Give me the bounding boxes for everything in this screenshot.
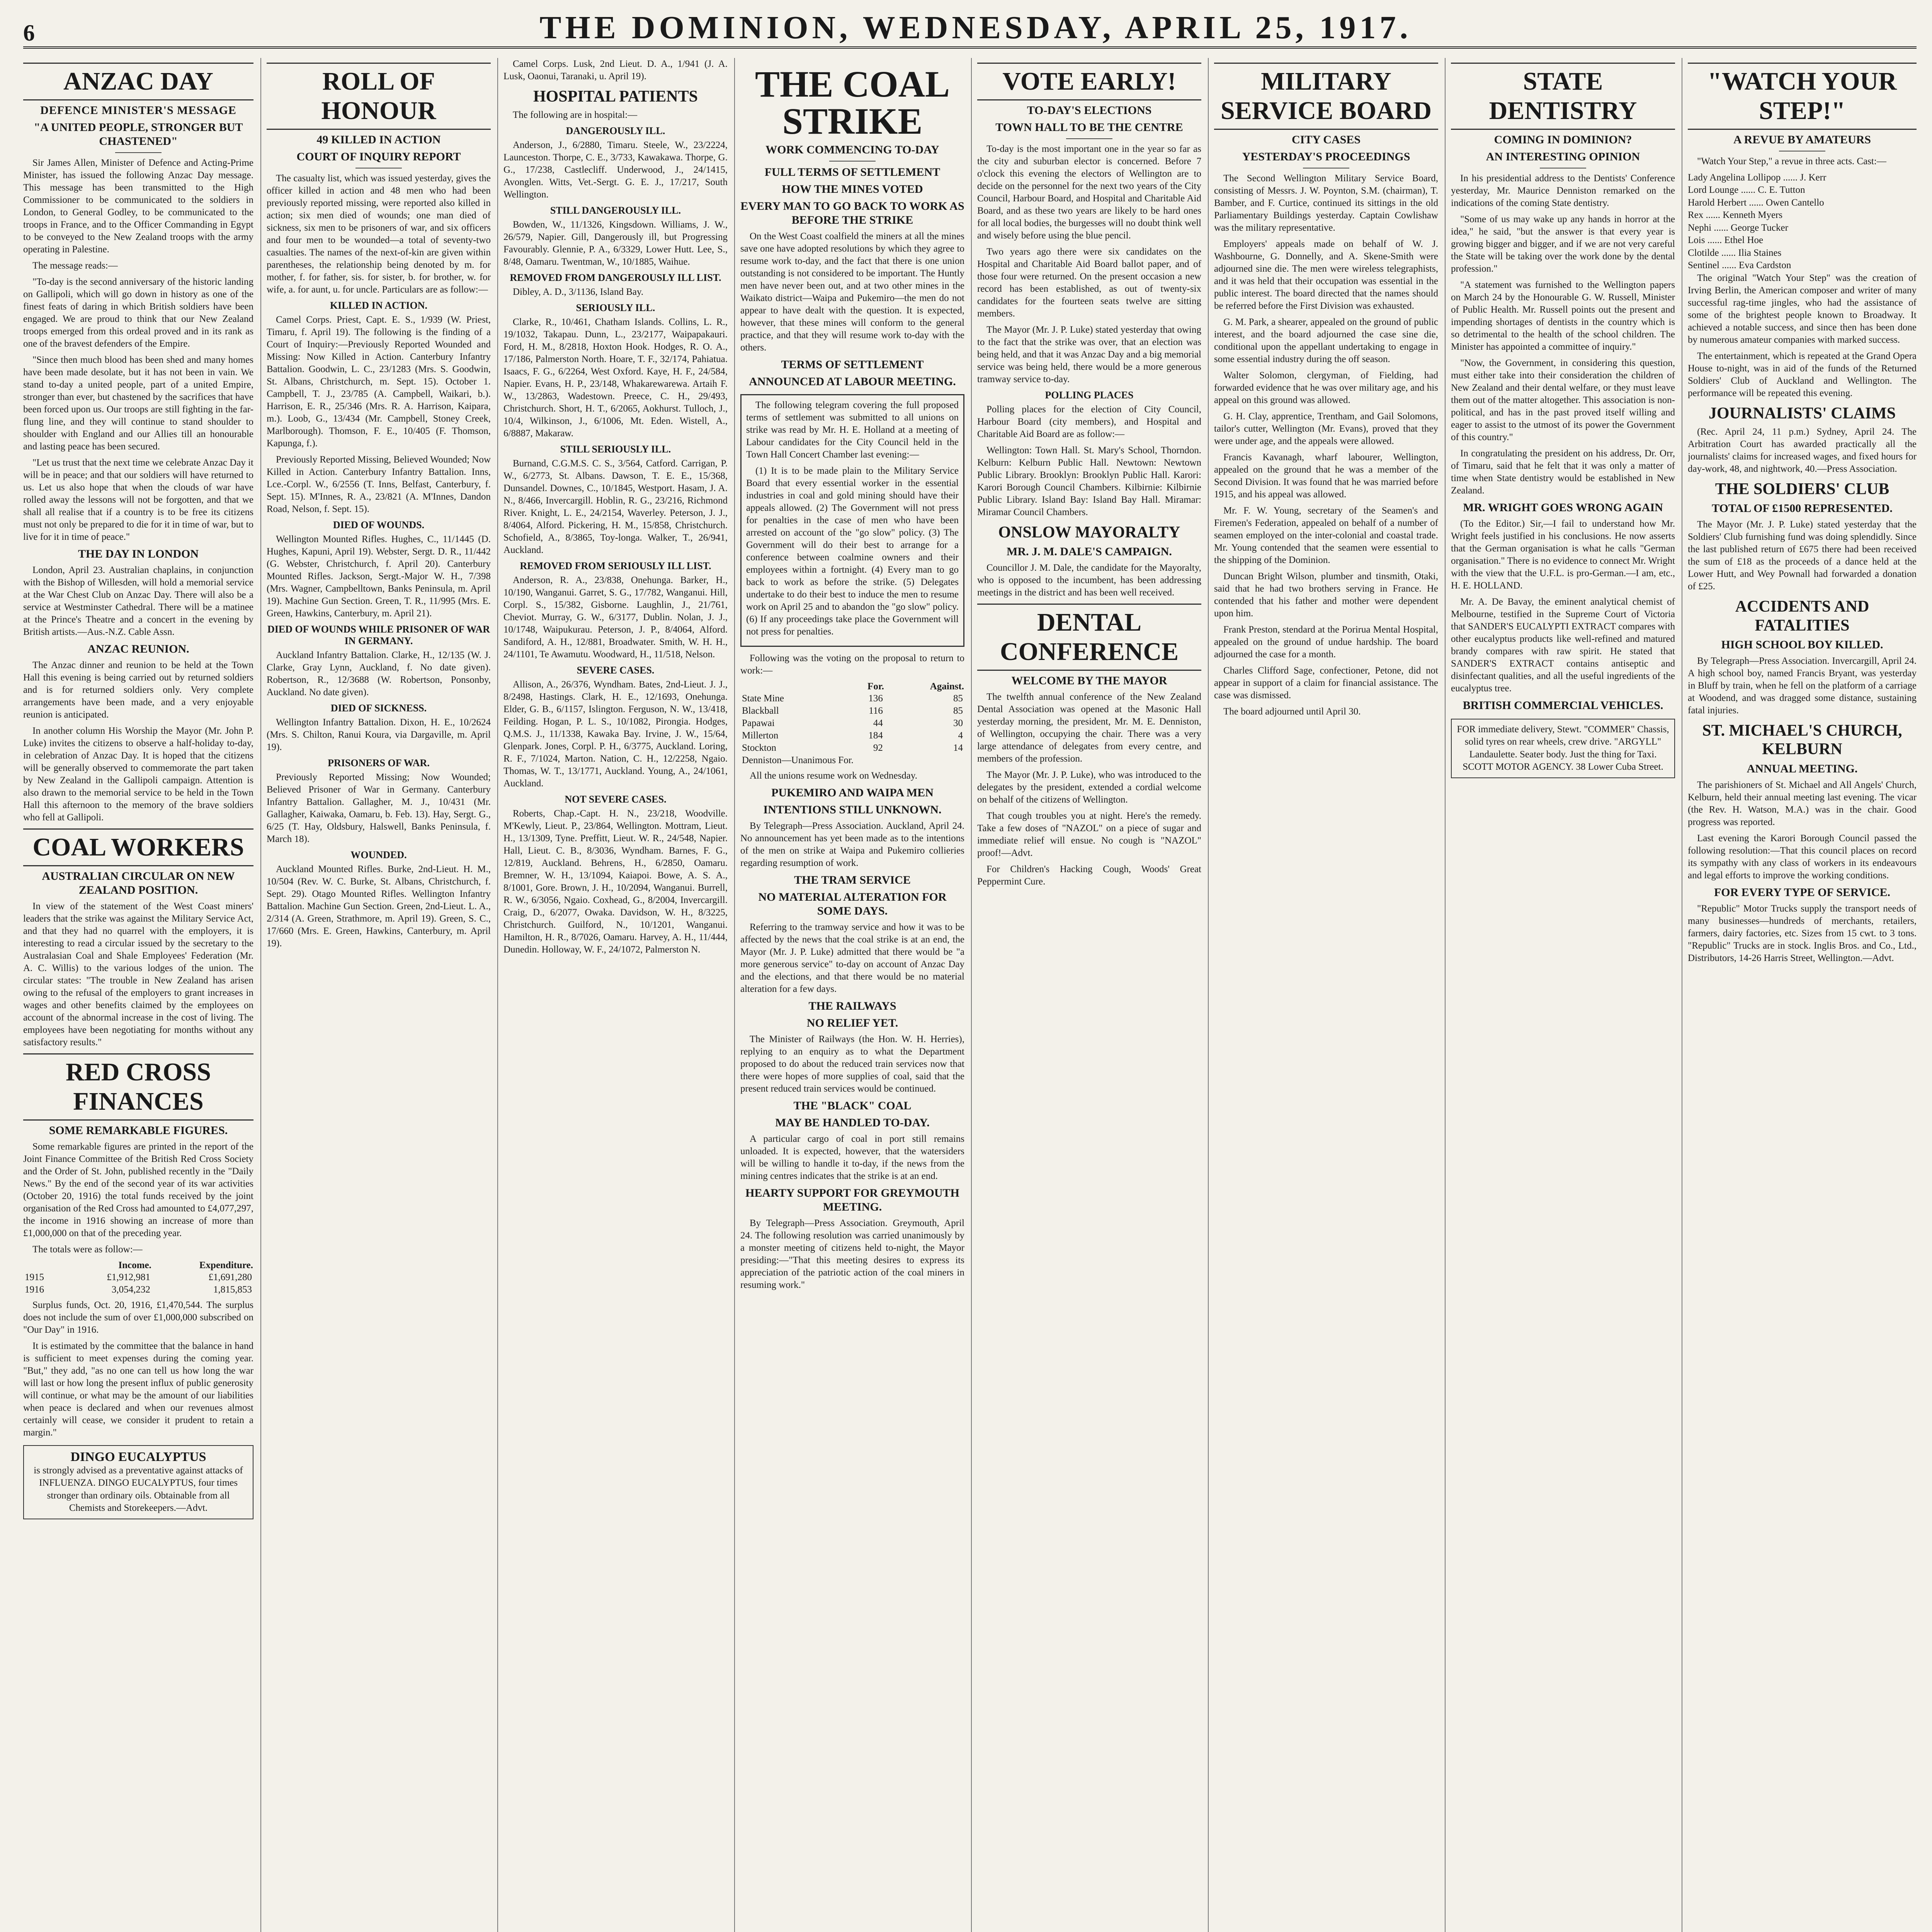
column-military-board (1214, 58, 1438, 1932)
column-rule (1208, 58, 1209, 1932)
table-header: Against. (930, 681, 964, 692)
table-cell: £1,912,981 (107, 1272, 150, 1282)
subhead: NO RELIEF YET. (806, 1017, 898, 1029)
settlement-terms-box (740, 394, 964, 647)
subhead: WELCOME BY THE MAYOR (1011, 674, 1167, 687)
article-paragraph: The Second Wellington Military Service Board, consisting of Messrs. J. W. Poynton, S.M. (chairman), T. Bamber, and F. Curtice, continued its sittings in the old Parliamentary Buildings yesterday. Captain Cowlishaw was the military representative. (1214, 173, 1438, 233)
subhead: MR. J. M. DALE'S CAMPAIGN. (1007, 545, 1172, 558)
table-header: For. (867, 681, 884, 692)
article-paragraph: The Mayor (Mr. J. P. Luke) stated yesterday that owing to the fact that the strike was over, that an election was being held, and that it was Anzac Day and a big memorial service was being held, there would be a more generous tramway service to-day. (977, 324, 1201, 384)
patient-list: Burnand, C.G.M.S. C. S., 3/564, Catford. Carrigan, P. W., 6/2773, St. Albans. Dawson, T. E. E., 15/368, Dunsandel. Downes, C., 10/1845, Westport. Hasam, J. A. N., 8/466, Invercargill. Hoblin, R. G., 23/216, Richmond River. Knight, L. E., 24/2154, Waverley. Peterson, J. J., 8/4064, Alford. Pickering, H. M., 15/858, Christchurch. Schofield, A., 8/3865, Toy-longa. Walker, T., 26/941, Auckland. (503, 458, 728, 556)
column-anzac (23, 58, 253, 1932)
article-paragraph: By Telegraph—Press Association. Auckland, April 24. No announcement has yet been made as to the intentions of the men on strike at Waipa and Pukemiro collieries regarding resumption of work. (740, 821, 964, 868)
subhead: PUKEMIRO AND WAIPA MEN (771, 786, 934, 799)
table-cell: £1,691,280 (208, 1272, 252, 1282)
table-row (23, 1284, 253, 1296)
table-cell: 85 (953, 693, 963, 704)
headline-hospital-patients: HOSPITAL PATIENTS (533, 88, 698, 105)
column-hospital (503, 58, 728, 1932)
subhead: MAY BE HANDLED TO-DAY. (775, 1116, 930, 1129)
headline-red-cross: RED CROSS FINANCES (23, 1053, 253, 1121)
patient-list: Bowden, W., 11/1326, Kingsdown. Williams, J. W., 26/579, Napier. Gill, Dangerously ill, but Progressing Favourably. Glennie, P. A., 6/3329, Lower Hutt. Lee, S., 8/48, Oamaru. Twentman, W., 10/1885, Waihue. (503, 219, 728, 267)
article-paragraph: The Minister of Railways (the Hon. W. H. Herries), replying to an enquiry as to what the Department proposed to do about the reduced train services now that there were hopes of more supplies of coal, said that the present reduced train services would be continued. (740, 1034, 964, 1094)
article-paragraph: "Now, the Government, in considering this question, must either take into their consideration the children of New Zealand and their dental welfare, or they must leave them out of the matter altogether. This association is non-political, and has in the past proved itself willing and eager to assist to the utmost of its power the Government of this country." (1451, 357, 1675, 442)
table-cell: 14 (953, 743, 963, 753)
article-paragraph: The Mayor (Mr. J. P. Luke) stated yesterday that the Soldiers' Club furnishing fund was doing splendidly. Since the last published return of £675 there had been received the sum of £18 as the proceeds of a dance held at the Lower Hutt, and Wey Pownall had forwarded a donation of £25. (1688, 519, 1917, 592)
article-paragraph: The totals were as follow:— (32, 1244, 143, 1255)
headline-st-michaels: ST. MICHAEL'S CHURCH, KELBURN (1702, 721, 1902, 759)
article-paragraph: In congratulating the president on his address, Dr. Orr, of Timaru, said that he felt that it was only a matter of time when State dentistry would be established in New Zealand. (1451, 448, 1675, 496)
subhead: MR. WRIGHT GOES WRONG AGAIN (1463, 501, 1663, 514)
ad-text: is strongly advised as a preventative against attacks of INFLUENZA. DINGO EUCALYPTUS, four times stronger than ordinary oils. Obtainable from all Chemists and Storekeepers.—Advt. (34, 1465, 243, 1514)
subhead: YESTERDAY'S PROCEEDINGS (1242, 150, 1410, 163)
headline-military-service-board: MILITARY SERVICE BOARD (1214, 63, 1438, 130)
table-row (740, 705, 964, 717)
headline-vote-early: VOTE EARLY! (977, 63, 1201, 100)
article-paragraph: The board adjourned until April 30. (1223, 706, 1361, 717)
mine-vote-table (740, 681, 964, 767)
ad-title: DINGO EUCALYPTUS (70, 1449, 206, 1464)
table-header: Expenditure. (199, 1260, 253, 1270)
ad-text: FOR immediate delivery, Stewt. "COMMER" Chassis, solid tyres on rear wheels, crew drive. "ARGYLL" Landaulette. Seater body. Just the thing for Taxi. SCOTT MOTOR AGENCY. 38 Lower Cuba Street. (1457, 724, 1669, 772)
table-cell: 4 (958, 730, 963, 741)
subhead: 49 KILLED IN ACTION (316, 133, 441, 146)
article-paragraph: Referring to the tramway service and how it was to be affected by the news that the coal strike is at an end, the Mayor (Mr. J. P. Luke) admitted that there would be "a more generous service" to-day on account of Anzac Day and the elections, and that there would be no material alteration for a few days. (740, 922, 964, 994)
polling-places-list: Wellington: Town Hall. St. Mary's School, Thorndon. Kelburn: Kelburn Public Hall. Newtown: Newtown Public Library. Brooklyn: Brooklyn Public Hall. Karori: Karori Borough Council Chambers. Kilbirnie: Kilbirnie Public Library. Island Bay: Island Bay Hall. Miramar: Miramar Council Chambers. (977, 445, 1201, 517)
advertisement-woods: For Children's Hacking Cough, Woods' Great Peppermint Cure. (977, 864, 1201, 887)
headline-accidents: ACCIDENTS AND FATALITIES (1735, 598, 1869, 634)
cast-line: Harold Herbert ...... Owen Cantello (1688, 197, 1824, 208)
article-paragraph: Last evening the Karori Borough Council passed the following resolution:—That this council places on record its sympathy with any class of workers in its endeavours and legal efforts to improve the working conditions. (1688, 833, 1917, 881)
table-cell: State Mine (742, 693, 784, 704)
subhead: TERMS OF SETTLEMENT (781, 358, 924, 371)
casualty-list: Camel Corps. Lusk, 2nd Lieut. D. A., 1/941 (J. A. Lusk, Oaonui, Taranaki, u. April 19). (503, 59, 728, 82)
article-paragraph: Councillor J. M. Dale, the candidate for the Mayoralty, who is opposed to the incumbent, has been addressing meetings in the district and has been well received. (977, 563, 1201, 598)
columns (23, 58, 1917, 1932)
article-paragraph: Mr. F. W. Young, secretary of the Seamen's and Firemen's Federation, appealed on behalf of a number of seamen employed on the inter-colonial and coastal trade. Mr. Young contended that the seamen were essential to the shipping of the Dominion. (1214, 505, 1438, 565)
table-cell: 1915 (25, 1272, 44, 1282)
table-header (740, 681, 844, 692)
headline-coal-strike: THE COAL STRIKE (755, 63, 950, 142)
article-paragraph: By Telegraph—Press Association. Greymouth, April 24. The following resolution was carried unanimously by a monster meeting of citizens held to-night, the Mayor presiding:—"That this meeting desires to express its appreciation of the patriotic action of the coal miners in resuming work." (740, 1218, 964, 1290)
patient-list: Dibley, A. D., 3/1136, Island Bay. (513, 287, 644, 298)
masthead (23, 12, 1917, 49)
subhead: CITY CASES (1291, 133, 1361, 146)
section-label: REMOVED FROM DANGEROUSLY ILL LIST. (510, 272, 721, 284)
letter-to-editor: (To the Editor.) Sir,—I fail to understand how Mr. Wright feels justified in his conclusions. He now asserts that the German organisation is what he calls "German organisation." There is no evidence to connect Mr. Wright with the view that the U.F.L. is pro-German.—I am, etc., H. E. HOLLAND. (1451, 518, 1675, 591)
casualty-list: Previously Reported Missing; Now Wounded; Believed Prisoner of War in Germany. Canterbury Infantry Battalion. Gallagher, M. J., 10/431 (Mr. Gallagher, Kaiwaka, Oamaru, b. Feb. 13). Hay, Sergt. G., 6/25 (T. Hay, Oldsbury, Halswell, Banks Peninsula, f. March 18). (267, 772, 491, 844)
article-paragraph: Surplus funds, Oct. 20, 1916, £1,470,544. The surplus does not include the sum of over £1,000,000 subscribed on "Our Day" in 1916. (23, 1299, 253, 1335)
subhead: FOR EVERY TYPE OF SERVICE. (1714, 886, 1890, 899)
subhead: ANNUAL MEETING. (1747, 762, 1858, 775)
terms-list: (1) It is to be made plain to the Military Service Board that every essential worker in the essential industries in coal and gold mining should have their appeals allowed. (2) The Government will not press for penalties in the case of men who have been arrested on account of the "go slow" policy. (3) The Government will do their best to arrange for a conference between coalmine owners and their employees within a fortnight. (4) Every man to go back to work as before the strike. (5) Delegates undertake to do their best to induce the men to resume work on April 25 and to abandon the "go slow" policy. (6) If any proceedings take place the Government will not press for penalties. (746, 466, 959, 637)
table-header: Income. (118, 1260, 151, 1270)
article-paragraph: "Some of us may wake up any hands in horror at the idea," he said, "but the answer is that every year is growing bigger and bigger, and if we are not very careful the State will be taking over the work done by the dental profession." (1451, 214, 1675, 274)
section-label: DANGEROUSLY ILL. (566, 125, 665, 137)
article-paragraph: A particular cargo of coal in port still remains unloaded. It is expected, however, that the watersiders will be willing to handle it to-day, if the news from the mining centres indicates that the strike is at an end. (740, 1134, 964, 1181)
table-row (740, 692, 964, 705)
patient-list: Anderson, R. A., 23/838, Onehunga. Barker, H., 10/190, Wanganui. Garret, S. G., 17/782, Wanganui. Hill, Corpl. S., 15/382, Gisborne. Laughlin, J., 21/761, Cheviot. Murray, G. W., 6/3177, Dublin. Nolan, J. J., 10/1748, Waipukurau. Peterson, J. P., 8/4064, Alford. Sandiford, A. H., 12/881, Broadwater. Smith, W. H. H., 24/1101, Te Awamutu. Woodward, H., 11/518, Nelson. (503, 575, 728, 660)
table-cell: 44 (873, 718, 883, 728)
newspaper-title: THE DOMINION, WEDNESDAY, APRIL 25, 1917. (539, 10, 1412, 46)
cast-line: Lady Angelina Lollipop ...... J. Kerr (1688, 172, 1827, 183)
subhead: AUSTRALIAN CIRCULAR ON NEW ZEALAND POSITION. (42, 869, 235, 896)
table-cell: 184 (868, 730, 883, 741)
headline-coal-workers: COAL WORKERS (23, 828, 253, 866)
section-label: PRISONERS OF WAR. (328, 757, 430, 769)
subhead: ANNOUNCED AT LABOUR MEETING. (749, 375, 956, 388)
headline-onslow: ONSLOW MAYORALTY (998, 523, 1180, 541)
column-roll-of-honour (267, 58, 491, 1932)
column-rule (497, 58, 498, 1932)
subhead: THE TRAM SERVICE (794, 874, 911, 886)
headline-soldiers-club: THE SOLDIERS' CLUB (1715, 480, 1889, 498)
article-paragraph: London, April 23. Australian chaplains, in conjunction with the Bishop of Willesden, will hold a memorial service at the War Chest Club on Anzac Day. There will also be a service at Westminster Cathedral. There will be a matinee at the Prince's Theatre and a concert in the evening by British artists.—Aus.-N.Z. Cable Assn. (23, 565, 253, 637)
article-paragraph: Two years ago there were six candidates on the Hospital and Charitable Aid Board ballot paper, and of those four were returned. On the present occasion a new record has been established, as out of twenty-six candidates for the fourteen seats twelve are sitting members. (977, 246, 1201, 319)
section-label: KILLED IN ACTION. (330, 299, 428, 311)
section-label: SERIOUSLY ILL. (576, 302, 655, 314)
subhead: COURT OF INQUIRY REPORT (296, 150, 461, 163)
casualty-list: Camel Corps. Priest, Capt. E. S., 1/939 (W. Priest, Timaru, f. April 19). The following is the finding of a Court of Inquiry:—Previously Reported Wounded and Missing: Now Killed in Action. Canterbury Infantry Battalion. Goodwin, L. C., 23/1283 (Mrs. S. Goodwin, St. Albans, Christchurch, m. Sept. 15). October 1. Campbell, T. J., 23/785 (A. Campbell, Waikari, b.). Harrison, E. R., 25/346 (Mrs. R. A. Harrison, Kaipara, m.). Loob, G., 13/434 (Mr. Campbell, Stoney Creek, Marlborough). Thomson, F. E., 10/405 (F. Thomson, Kapunga, f.). (267, 314, 491, 449)
headline-journalists-claims: JOURNALISTS' CLAIMS (1708, 404, 1896, 422)
article-paragraph: On the West Coast coalfield the miners at all the mines save one have adopted resolutions by which they agree to resume work to-day, and the fact that there is one union outstanding is not considered to be important. The Huntly men have never been out, and at two other mines in the Waikato district—Waipa and Pukemiro—the men do not appear to have dealt with the question. It is expected, however, that these mines will conform to the general practice, and that they will resume work to-day with the others. (740, 231, 964, 353)
advertisement-sanders: Mr. A. De Bavay, the eminent analytical chemist of Melbourne, testified in the Supreme Court of Victoria that SANDER'S EUCALYPTI EXTRACT compares with other eucalyptus products like well-refined and matured brandy compares with raw spirit. He stated that SANDER'S EXTRACT contains antiseptic and disinfectant qualities, and all the useful ingredients of the eucalyptus tree. (1451, 596, 1675, 694)
table-cell: 92 (873, 743, 883, 753)
table-cell: Blackball (742, 706, 779, 716)
casualty-list: Auckland Mounted Rifles. Burke, 2nd-Lieut. H. M., 10/504 (Rev. W. C. Burke, St. Albans, Christchurch, f. Sept. 29). Otago Mounted Rifles. Wellington Infantry Battalion. Machine Gun Section. Green, 2nd-Lieut. L. A., 2/314 (A. Green, Strathmore, m. April 19). Green, S. C., 17/660 (Mrs. E. Green, Hawkins, Canterbury, m. April 19). (267, 864, 491, 949)
article-paragraph: All the unions resume work on Wednesday. (750, 770, 918, 781)
patient-list: Anderson, J., 6/2880, Timaru. Steele, W., 23/2224, Launceston. Thorpe, C. E., 3/733, Kawakawa. Thorpe, G. G., 17/238, Castlecliff. Underwood, J., 24/1415, Avonglen. Witts, Vet.-Sergt. G. E. J., 17/217, South Wellington. (503, 140, 728, 200)
column-state-dentistry (1451, 58, 1675, 1932)
article-paragraph: G. M. Park, a shearer, appealed on the ground of public interest, and the board adjourned the case sine die, conditional upon the appellant undertaking to engage in some essential industry during the off season. (1214, 316, 1438, 364)
article-paragraph: Polling places for the election of City Council, Harbour Board (city members), and Hospital and Charitable Aid Board are as follow:— (977, 404, 1201, 439)
headline-watch-your-step: "WATCH YOUR STEP!" (1688, 63, 1917, 130)
subhead: TOTAL OF £1500 REPRESENTED. (1712, 502, 1893, 515)
table-row (740, 717, 964, 730)
subhead: AN INTERESTING OPINION (1486, 150, 1640, 163)
section-label: DIED OF WOUNDS. (333, 519, 425, 531)
section-label: STILL SERIOUSLY ILL. (560, 444, 671, 455)
divider (115, 152, 162, 153)
article-paragraph: G. H. Clay, apprentice, Trentham, and Gail Solomons, tailor's cutter, Wellington (Mr. Evans), proved that they were under age, and the appeals were allowed. (1214, 411, 1438, 446)
article-paragraph: "Let us trust that the next time we celebrate Anzac Day it will be in peace; and that our soldiers will have returned to us. Let us also hope that when the clouds of war have rolled away the lessons will not be forgotten, and that we shall all realise that if a country is to be free its citizens must not only be prepared to die for it in time of war, but to live for it in time of peace." (23, 457, 253, 542)
cast-line: Rex ...... Kenneth Myers (1688, 210, 1783, 221)
subhead: WORK COMMENCING TO-DAY (765, 143, 939, 156)
article-paragraph: In another column His Worship the Mayor (Mr. John P. Luke) invites the citizens to observe a half-holiday to-day, in celebration of Anzac Day. It is hoped that the citizens will be generally observed to commemorate the part taken by New Zealand in the Gallipoli campaign. Attention is also drawn to the memorial service to be held in the Town Hall this afternoon to the memory of the brave soldiers who fell at Gallipoli. (23, 725, 253, 823)
divider (1066, 138, 1112, 139)
column-coal-strike (740, 58, 964, 1932)
subhead: THE DAY IN LONDON (78, 547, 199, 560)
subhead: A REVUE BY AMATEURS (1733, 133, 1871, 146)
table-header (23, 1260, 65, 1271)
page-number: 6 (23, 20, 35, 46)
table-cell: Millerton (742, 730, 779, 741)
article-paragraph: "To-day is the second anniversary of the historic landing on Gallipoli, which will go down in history as one of the finest feats of daring in which British soldiers have been engaged. We are proud to think that our New Zealand troops emerged from this ordeal proved and in its rank as one of the bravest defenders of the Empire. (23, 276, 253, 349)
article-paragraph: The following are in hospital:— (513, 110, 638, 121)
article-paragraph: In his presidential address to the Dentists' Conference yesterday, Mr. Maurice Denniston remarked on the indications of the coming State dentistry. (1451, 173, 1675, 208)
article-paragraph: "Watch Your Step," a revue in three acts. Cast:— (1697, 156, 1886, 167)
casualty-list: Wellington Mounted Rifles. Hughes, C., 11/1445 (D. Hughes, Kapuni, April 19). Webster, Sergt. D. R., 11/442 (G. Webster, Christchurch, f. April 20). Canterbury Mounted Rifles. Jackson, Sergt.-Major W. H., 7/398 (Mrs. Wagner, Campbelltown, Banks Peninsula, m. April 19). Machine Gun Section. Green, T. R., 11/995 (Mrs. E. Green, Hawkins, Canterbury, m. April 21). (267, 534, 491, 619)
article-paragraph: The twelfth annual conference of the New Zealand Dental Association was opened at the Masonic Hall yesterday morning, the president, Mr. M. E. Denniston, of Wellington, occupying the chair. There was a very large attendance of delegates from every centre, and members of the profession. (977, 691, 1201, 764)
cast-line: Lois ...... Ethel Hoe (1688, 235, 1764, 246)
column-elections (977, 58, 1201, 1932)
article-paragraph: To-day is the most important one in the year so far as the city and suburban elector is concerned. Before 7 o'clock this evening the electors of Wellington are to decide on the personnel for the next two years of the City Council, Harbour Board, and Hospital and Charitable Aid Board, and as these two years are likely to be hard ones for all local bodies, the burgesses will no doubt think well and wisely before using the blue pencil. (977, 143, 1201, 241)
subhead: DEFENCE MINISTER'S MESSAGE (40, 104, 236, 117)
table-cell: Denniston—Unanimous For. (742, 755, 854, 765)
table-cell: 30 (953, 718, 963, 728)
subhead: COMING IN DOMINION? (1494, 133, 1632, 146)
column-revue (1688, 58, 1917, 1932)
table-row (740, 730, 964, 742)
patient-list: Roberts, Chap.-Capt. H. N., 23/218, Woodville. M'Kewly, Lieut. P., 23/864, Wellington. Mottram, Lieut. H., 13/1309, Tyne. Preffitt, Lieut. W. R., 24/548, Napier. Hall, Lieut. C. B., 8/3036, Wyndham. Barnes, F. G., 12/819, Auckland. Behrens, H., 6/2850, Oamaru. Bremner, W. H., 13/1094, Kaiapoi. Bowe, A. S. A., 8/1001, Gore. Brown, J. H., 10/2094, Wanganui. Burrell, R. W., 6/3056, Ngaio. Coxhead, G., 8/2004, Invercargill. Craig, D., 6/2077, Owaka. Davidson, W. H., 8/3225, Christchurch. Guilford, N., 10/1201, Wanganui. Hamilton, H. R., 8/7026, Oamaru. Harvey, A. H., 11/444, Dunedin. Holloway, W. F., 24/1072, Palmerston N. (503, 808, 728, 955)
article-paragraph: Walter Solomon, clergyman, of Fielding, had forwarded evidence that he was over military age, and his appeal on this ground was allowed. (1214, 370, 1438, 405)
headline-roll-of-honour: ROLL OF HONOUR (267, 63, 491, 130)
table-cell: Stockton (742, 743, 776, 753)
headline-dental-conference: DENTAL CONFERENCE (977, 604, 1201, 671)
article-paragraph: The Anzac dinner and reunion to be held at the Town Hall this evening is being carried out by returned soldiers and is for returned soldiers only. Very complete arrangements have been made, and a very enjoyable reunion is anticipated. (23, 660, 253, 720)
subhead: HOW THE MINES VOTED (782, 183, 923, 196)
article-paragraph: The parishioners of St. Michael and All Angels' Church, Kelburn, held their annual meeting last evening. The vicar (the Rev. H. Watson, M.A.) was in the chair. Good progress was reported. (1688, 779, 1917, 827)
headline-state-dentistry: STATE DENTISTRY (1451, 63, 1675, 130)
section-label: REMOVED FROM SERIOUSLY ILL LIST. (520, 560, 711, 572)
divider (829, 161, 876, 162)
article-paragraph: The message reads:— (32, 260, 118, 271)
article-paragraph: The casualty list, which was issued yesterday, gives the officer killed in action and 48 men who had been previously reported missing, were reported also killed in action; six men died of wounds; one man died of sickness, six men to be prisoners of war, and six officers and four men to be wounded—a total of seventy-two casualties. The names of the next-of-kin are given within parentheses, the relationship being denoted by m. for mother, f. for father, sis. for sister, b. for brother, w. for wife, a. for aunt, u. for uncle. Particulars are as follow:— (267, 173, 491, 295)
cast-line: Sentinel ...... Eva Cardston (1688, 260, 1791, 271)
subhead: TOWN HALL TO BE THE CENTRE (995, 121, 1183, 134)
section-label: STILL DANGEROUSLY ILL. (550, 205, 681, 216)
section-label: WOUNDED. (350, 849, 407, 861)
cast-line: Nephi ...... George Tucker (1688, 222, 1788, 233)
table-cell: 116 (869, 706, 883, 716)
table-cell: 85 (953, 706, 963, 716)
article-paragraph: The original "Watch Your Step" was the creation of Irving Berlin, the American composer and writer of many successful rag-time jingles, who had the assistance of some of the brightest people known to Broadway. It achieved a notable success, and since then has been done by numerous amateur companies with marked success. (1688, 272, 1917, 345)
subhead: FULL TERMS OF SETTLEMENT (764, 166, 940, 179)
table-cell: Papawai (742, 718, 775, 728)
table-row (23, 1271, 253, 1284)
article-paragraph: The Mayor (Mr. J. P. Luke), who was introduced to the delegates by the president, extended a cordial welcome on behalf of the citizens of Wellington. (977, 769, 1201, 805)
subhead: NO MATERIAL ALTERATION FOR SOME DAYS. (758, 891, 947, 917)
table-cell: 3,054,232 (111, 1284, 150, 1295)
patient-list: Clarke, R., 10/461, Chatham Islands. Collins, L. R., 19/1032, Takapau. Dunn, L., 23/2177, Waipapakauri. Ford, H. M., 8/2818, Hoxton Hook. Hodges, R. O. A., 17/186, Palmerston North. Hoare, T. F., 32/174, Pahiatua. Isaacs, F. G., 6/2264, West Oxford. Kaye, H. F., 24/584, Napier. Evans, H. P., 23/148, Whakarewarewa. Artaih F. W., 13/2863, Wadestown. Preece, C. H., 29/493, Christchurch. Short, H. T., 6/2065, Aokhurst. Tulloch, J., 10/4, Wilkinson, J., 6/1006, Mt. Eden. Wistell, A., 6/8887, Makaraw. (503, 317, 728, 439)
section-label: NOT SEVERE CASES. (565, 794, 667, 805)
article-paragraph: "A statement was furnished to the Wellington papers on March 24 by the Honourable G. W. Russell, Minister of Public Health. Mr. Russell points out the present and impending shortages of dentists in the country which is so detrimental to the health of the school children. The Minister has appointed a committee of inquiry." (1451, 279, 1675, 352)
subhead: BRITISH COMMERCIAL VEHICLES. (1463, 699, 1663, 712)
article-paragraph: Sir James Allen, Minister of Defence and Acting-Prime Minister, has issued the following Anzac Day message. This message has been transmitted to the High Commissioner to be communicated to the soldiers in London, to General Godley, to be communicated to the troops in France, and to the Officer Commanding in Egypt to be conveyed to the New Zealand troops with the army operating in Palestine. (23, 157, 253, 255)
subhead: HEARTY SUPPORT FOR GREYMOUTH MEETING. (745, 1187, 959, 1213)
column-rule (734, 58, 735, 1932)
article-paragraph: Francis Kavanagh, wharf labourer, Wellington, appealed on the ground that he was a member of the Second Division. It was found that he was married before 1915, and his appeal was allowed. (1214, 452, 1438, 500)
column-rule (1445, 58, 1446, 1932)
article-paragraph: Some remarkable figures are printed in the report of the Joint Finance Committee of the British Red Cross Society and the Order of St. John, published recently in the "Daily News." By the end of the second year of its war activities (October 20, 1916) the total funds received by the joint organisation of the Red Cross had amounted to £4,077,297, the income in 1916 showing an increase of more than £1,000,000 on that of the preceding year. (23, 1141, 253, 1238)
subhead: "A UNITED PEOPLE, STRONGER BUT CHASTENED" (34, 121, 243, 148)
article-paragraph: By Telegraph—Press Association. Invercargill, April 24. A high school boy, named Francis Bryant, was yesterday in Bluff by train, when he fell on the platform of a carriage at Woodend, and was dragged some distance, sustaining fatal injuries. (1688, 655, 1917, 716)
column-rule (260, 58, 261, 1932)
article-paragraph: Charles Clifford Sage, confectioner, Petone, did not appear in support of a claim for financial assistance. The case was dismissed. (1214, 665, 1438, 701)
article-paragraph: The following telegram covering the full proposed terms of settlement was submitted to all unions on strike was read by Mr. H. E. Holland at a meeting of Labour candidates for the City Council held in the Town Hall Concert Chamber last evening:— (746, 400, 959, 460)
column-rule (971, 58, 972, 1932)
table-cell: 1916 (25, 1284, 44, 1295)
patient-list: Allison, A., 26/376, Wyndham. Bates, 2nd-Lieut. J. J., 8/2498, Hastings. Clark, H. E., 12/1693, Onehunga. Elder, G. B., 6/1157, Islington. Ferguson, N. W., 13/418, Feilding. Hogan, P. L. S., 10/1082, Pirongia. Hodges, Q.M.S. J., 11/1338, Kawaka Bay. Irvine, J. W., 15/64, Glenpark. Jones, Corpl. P. H., 6/3775, Auckland. Loring, R. F., 7/1024, Marton. Nation, C. H., 12/2258, Ngaio. Thomas, W. T., 13/1771, Auckland. Young, A., 24/1061, Auckland. (503, 679, 728, 789)
subhead: TO-DAY'S ELECTIONS (1027, 104, 1152, 117)
article-paragraph: Employers' appeals made on behalf of W. J. Washbourne, G. Donnelly, and A. Skene-Smith were adjourned sine die. The men were wireless telegraphists, and it was held that their occupation was essential in the public interest. The board directed that the names should be referred before the First Division was exhausted. (1214, 238, 1438, 311)
article-paragraph: (Rec. April 24, 11 p.m.) Sydney, April 24. The Arbitration Court has awarded practically all the journalists' claims for increased wages, and fixed hours for day-work, 48, and nightwork, 40.—Press Association. (1688, 427, 1917, 474)
casualty-list: Wellington Infantry Battalion. Dixon, H. E., 10/2624 (Mrs. S. Chilton, Ranui Koura, via Dargaville, m. April 19). (267, 717, 491, 752)
advertisement-dingo (23, 1445, 253, 1519)
article-paragraph: Frank Preston, stendard at the Porirua Mental Hospital, appealed on the ground of undue hardship. The board adjourned the case for a month. (1214, 624, 1438, 660)
table-row (740, 754, 964, 767)
red-cross-table (23, 1260, 253, 1296)
section-label: DIED OF SICKNESS. (330, 702, 427, 714)
casualty-list: Previously Reported Missing, Believed Wounded; Now Killed in Action. Canterbury Infantry Battalion. Inns, Lce.-Corpl. W., 6/2556 (T. Inns, Belfast, Canterbury, f. Sept. 15). M'Innes, R. A., 23/821 (A. M'Innes, Dandon Road, Nelson, f. Sept. 15). (267, 454, 491, 514)
article-paragraph: The entertainment, which is repeated at the Grand Opera House to-night, was in aid of the funds of the Returned Soldiers' Club of Auckland and Wellington. The performance will be repeated this evening. (1688, 350, 1917, 398)
section-label: POLLING PLACES (1045, 389, 1134, 401)
subhead: EVERY MAN TO GO BACK TO WORK AS BEFORE THE STRIKE (740, 200, 964, 226)
subhead: HIGH SCHOOL BOY KILLED. (1721, 638, 1883, 651)
table-header-row (23, 1260, 253, 1271)
subhead: THE "BLACK" COAL (793, 1099, 912, 1112)
article-paragraph: "Since then much blood has been shed and many homes have been made desolate, but it has not been in vain. We stand to-day a united people, part of a united Empire, stronger than ever, but chastened by the sacrifices that have been forced upon us. Our troops are still fighting in the far-flung line, and they will continue to stand shoulder to shoulder with England and our Allies till an honourable and lasting peace has been secured. (23, 354, 253, 452)
subhead: THE RAILWAYS (808, 1000, 896, 1012)
subhead: INTENTIONS STILL UNKNOWN. (763, 803, 942, 816)
advertisement-nazol: That cough troubles you at night. Here's the remedy. Take a few doses of "NAZOL" on a piece of sugar and immediate relief will ensue. No cough is "NAZOL" proof!—Advt. (977, 810, 1201, 858)
table-row (740, 742, 964, 754)
article-paragraph: Duncan Bright Wilson, plumber and tinsmith, Otaki, said that he had two brothers serving in France. He contended that his father and mother were dependent upon him. (1214, 571, 1438, 619)
article-paragraph: In view of the statement of the West Coast miners' leaders that the strike was against the Military Service Act, and that they had no quarrel with the employers, it is interesting to read a circular issued by the secretary to the Australasian Coal and Shale Employees' Federation (Mr. A. C. Willis) to the various lodges of the union. The circular states: "The trouble in New Zealand has arisen owing to the refusal of the employers to grant increases in wages and other benefits claimed by the employees on account of the abnormal increase in the cost of living. The employees have been negotiating for months without any satisfactory results." (23, 901, 253, 1048)
cast-line: Lord Lounge ...... C. E. Tutton (1688, 185, 1805, 196)
table-cell: 1,815,853 (213, 1284, 252, 1295)
casualty-list: Auckland Infantry Battalion. Clarke, H., 12/135 (W. J. Clarke, Gray Lynn, Auckland, f. No date given). Robertson, R., 12/3688 (W. Robertson, Ponsonby, Auckland. No date given). (267, 650, 491, 697)
section-label: SEVERE CASES. (577, 665, 655, 676)
subhead: ANZAC REUNION. (87, 642, 189, 655)
article-paragraph: It is estimated by the committee that the balance in hand is sufficient to meet expenses during the coming year. "But," they add, "as no one can tell us how long the war will last or how long the present influx of public generosity will continue, or what may be the amount of our liabilities when peace is declared and when our revenues almost certainly will cease, we consider it prudent to retain a margin." (23, 1340, 253, 1438)
advertisement-republic: "Republic" Motor Trucks supply the transport needs of many businesses—hundreds of merchants, retailers, farmers, dairy factories, etc. Sizes from 15 cwt. to 3 tons. "Republic" Trucks are in stock. Inglis Bros. and Co., Ltd., Distributors, 14-26 Harris Street, Wellington.—Advt. (1688, 903, 1917, 963)
table-cell: 136 (868, 693, 883, 704)
section-label: DIED OF WOUNDS WHILE PRISONER OF WAR IN GERMANY. (267, 623, 490, 646)
headline-anzac-day: ANZAC DAY (23, 63, 253, 100)
cast-line: Clotilde ...... Ilia Staines (1688, 247, 1782, 258)
subhead: SOME REMARKABLE FIGURES. (49, 1124, 228, 1137)
advertisement-scott-motor (1451, 719, 1675, 778)
article-paragraph: Following was the voting on the proposal to return to work:— (740, 653, 964, 676)
table-header-row (740, 681, 964, 692)
